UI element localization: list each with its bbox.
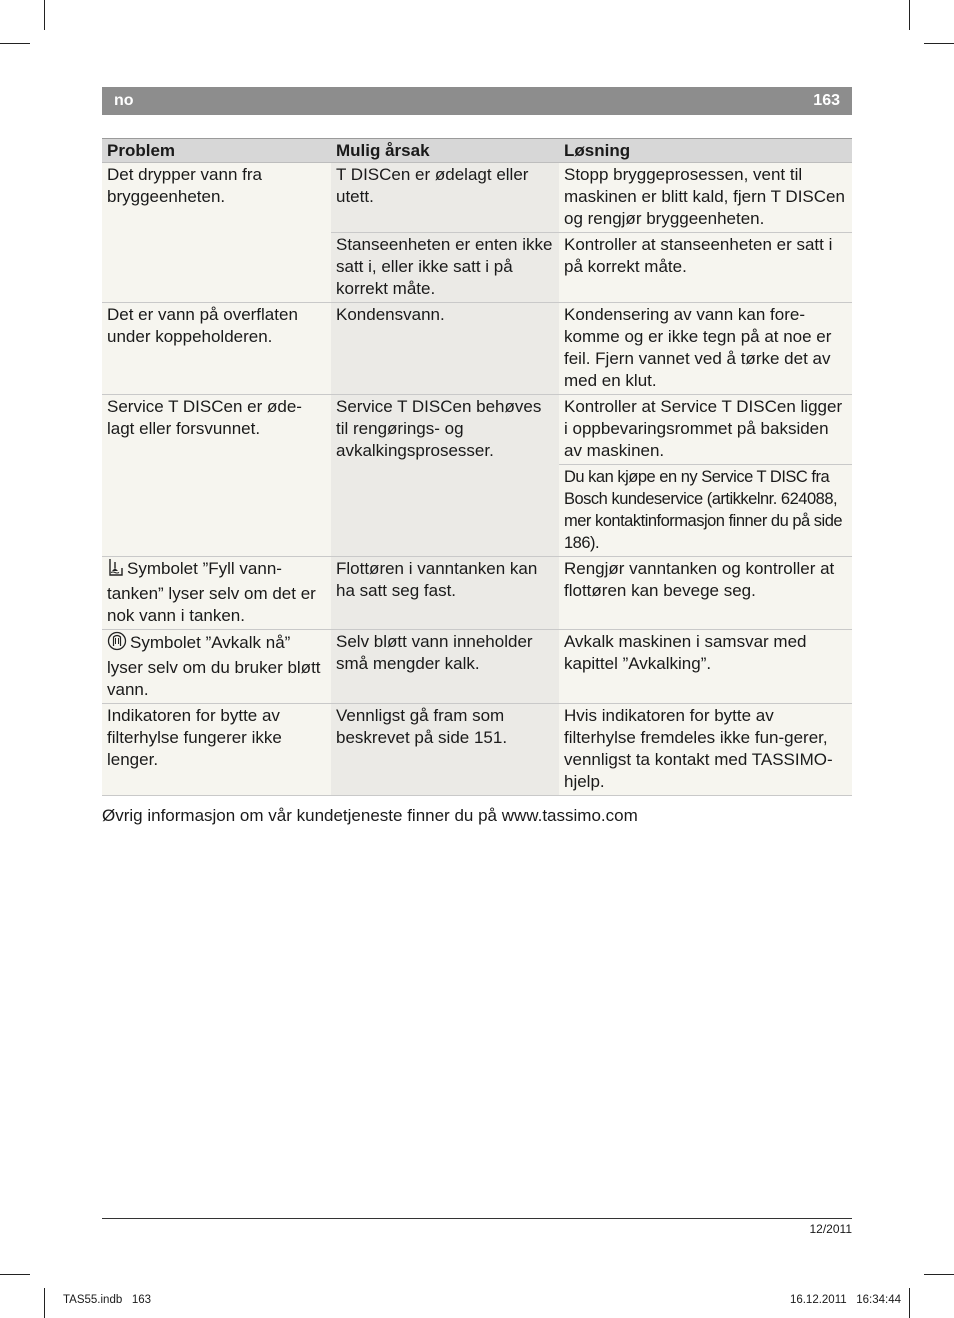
- solution-cell: Du kan kjøpe en ny Service T DISC fra Bosch kundeservice (artikkelnr. 624088, mer kontaktinformasjon finner du på side 186).: [559, 465, 852, 557]
- solution-cell: Kondensering av vann kan fore-komme og er ikke tegn på at noe er feil. Fjern vannet ved å tørke det av med en klut.: [559, 303, 852, 395]
- cause-cell: T DISCen er ødelagt eller utett.: [331, 163, 559, 233]
- problem-cell: [102, 557, 331, 630]
- table-row: [102, 395, 852, 465]
- header-cause: Mulig årsak: [331, 139, 559, 163]
- crop-mark: [924, 1274, 954, 1275]
- crop-mark: [44, 1288, 45, 1318]
- problem-cell: Det er vann på overflaten under koppeholderen.: [102, 303, 331, 395]
- crop-mark: [44, 0, 45, 30]
- cause-cell: Stanseenheten er enten ikke satt i, eller ikke satt i på korrekt måte.: [331, 233, 559, 303]
- crop-mark: [909, 1288, 910, 1318]
- table-row: [102, 303, 852, 395]
- solution-cell: Kontroller at Service T DISCen ligger i oppbevaringsrommet på baksiden av maskinen.: [559, 395, 852, 465]
- crop-mark: [924, 43, 954, 44]
- problem-cell: Service T DISCen er øde-lagt eller forsvunnet.: [102, 395, 331, 557]
- solution-cell: Hvis indikatoren for bytte av filterhylse fremdeles ikke fun-gerer, vennligst ta kontakt med TASSIMO-hjelp.: [559, 704, 852, 796]
- cause-cell: Selv bløtt vann inneholder små mengder kalk.: [331, 630, 559, 704]
- slug-timestamp: 16.12.2011 16:34:44: [789, 1294, 901, 1306]
- cause-cell: Kondensvann.: [331, 303, 559, 395]
- crop-mark: [0, 43, 30, 44]
- page-number: 163: [813, 92, 840, 109]
- solution-cell: Rengjør vanntanken og kontroller at flottøren kan bevege seg.: [559, 557, 852, 630]
- footer-divider: [102, 1218, 852, 1219]
- table-row: [102, 630, 852, 704]
- page-header: [102, 87, 852, 115]
- table-row: [102, 557, 852, 630]
- cause-cell: Service T DISCen behøves til rengørings- og avkalkingsprosesser.: [331, 395, 559, 557]
- descale-icon: [107, 631, 127, 657]
- cause-cell: Flottøren i vanntanken kan ha satt seg fast.: [331, 557, 559, 630]
- problem-cell: Indikatoren for bytte av filterhylse fungerer ikke lenger.: [102, 704, 331, 796]
- table-row: [102, 704, 852, 796]
- solution-cell: Avkalk maskinen i samsvar med kapittel ”Avkalking”.: [559, 630, 852, 704]
- crop-mark: [0, 1274, 30, 1275]
- troubleshooting-table: [102, 138, 852, 796]
- header-solution: Løsning: [559, 139, 852, 163]
- problem-cell: Det drypper vann fra bryggeenheten.: [102, 163, 331, 303]
- header-problem: Problem: [102, 139, 331, 163]
- fill-water-tank-icon: [107, 558, 124, 583]
- cause-cell: Vennligst gå fram som beskrevet på side 151.: [331, 704, 559, 796]
- problem-text: Symbolet ”Avkalk nå” lyser selv om du bruker bløtt vann.: [107, 633, 321, 699]
- solution-cell: Stopp bryggeprosessen, vent til maskinen er blitt kald, fjern T DISCen og rengjør bryggeenheten.: [559, 163, 852, 233]
- customer-service-note: Øvrig informasjon om vår kundetjeneste finner du på www.tassimo.com: [102, 806, 638, 825]
- solution-cell: Kontroller at stanseenheten er satt i på korrekt måte.: [559, 233, 852, 303]
- table-header-row: [102, 139, 852, 163]
- footer-date: 12/2011: [809, 1222, 852, 1236]
- crop-mark: [909, 0, 910, 30]
- problem-cell: [102, 630, 331, 704]
- language-code: no: [114, 92, 134, 109]
- slug-file: TAS55.indb 163: [63, 1294, 152, 1306]
- table-row: [102, 163, 852, 233]
- problem-text: Symbolet ”Fyll vann-tanken” lyser selv om det er nok vann i tanken.: [107, 559, 316, 625]
